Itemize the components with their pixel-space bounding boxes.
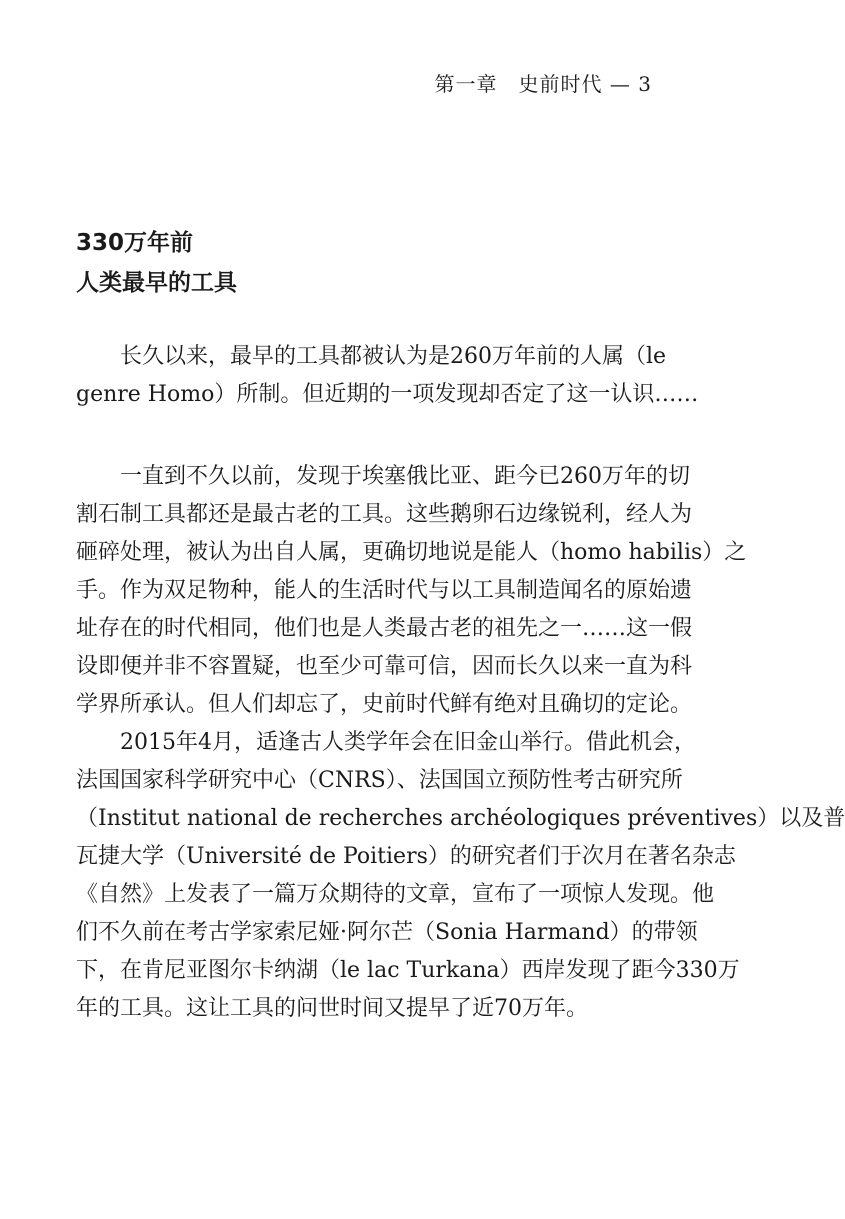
section-date: 330万年前: [76, 230, 194, 256]
paragraph-line: 砸碎处理，被认为出自人属，更确切地说是能人（homo habilis）之: [76, 540, 747, 565]
paragraph-line: 们不久前在考古学家索尼娅·阿尔芒（Sonia Harmand）的带领: [76, 920, 698, 945]
intro-paragraph: [76, 338, 699, 414]
section-title: 人类最早的工具: [76, 270, 237, 296]
intro-line: 长久以来，最早的工具都被认为是260万年前的人属（le: [120, 344, 667, 369]
paragraph-line: 年的工具。这让工具的问世时间又提早了近70万年。: [76, 996, 588, 1021]
paragraph-line: （Institut national de recherches archéologiques préventives）以及普: [76, 806, 845, 831]
paragraph-line: 下，在肯尼亚图尔卡纳湖（le lac Turkana）西岸发现了距今330万: [76, 958, 740, 983]
paragraph-line: 址存在的时代相同，他们也是人类最古老的祖先之一……这一假: [76, 616, 693, 641]
paragraph-line: 设即便并非不容置疑，也至少可靠可信，因而长久以来一直为科: [76, 654, 693, 679]
body-text: [76, 458, 845, 1028]
paragraph-line: 一直到不久以前，发现于埃塞俄比亚、距今已260万年的切: [120, 464, 690, 489]
paragraph-line: 学界所承认。但人们却忘了，史前时代鲜有绝对且确切的定论。: [76, 692, 693, 717]
paragraph-line: 法国国家科学研究中心（CNRS）、法国国立预防性考古研究所: [76, 768, 683, 793]
paragraph-line: 《自然》上发表了一篇万众期待的文章，宣布了一项惊人发现。他: [76, 882, 715, 907]
paragraph-line: 割石制工具都还是最古老的工具。这些鹅卵石边缘锐利，经人为: [76, 502, 693, 527]
paragraph-line: 2015年4月，适逢古人类学年会在旧金山举行。借此机会，: [120, 730, 696, 755]
intro-line: genre Homo）所制。但近期的一项发现却否定了这一认识……: [76, 382, 699, 407]
running-header: 第一章 史前时代 — 3: [434, 72, 652, 96]
paragraph-line: 瓦捷大学（Université de Poitiers）的研究者们于次月在著名杂志: [76, 844, 736, 869]
paragraph-line: 手。作为双足物种，能人的生活时代与以工具制造闻名的原始遗: [76, 578, 693, 603]
